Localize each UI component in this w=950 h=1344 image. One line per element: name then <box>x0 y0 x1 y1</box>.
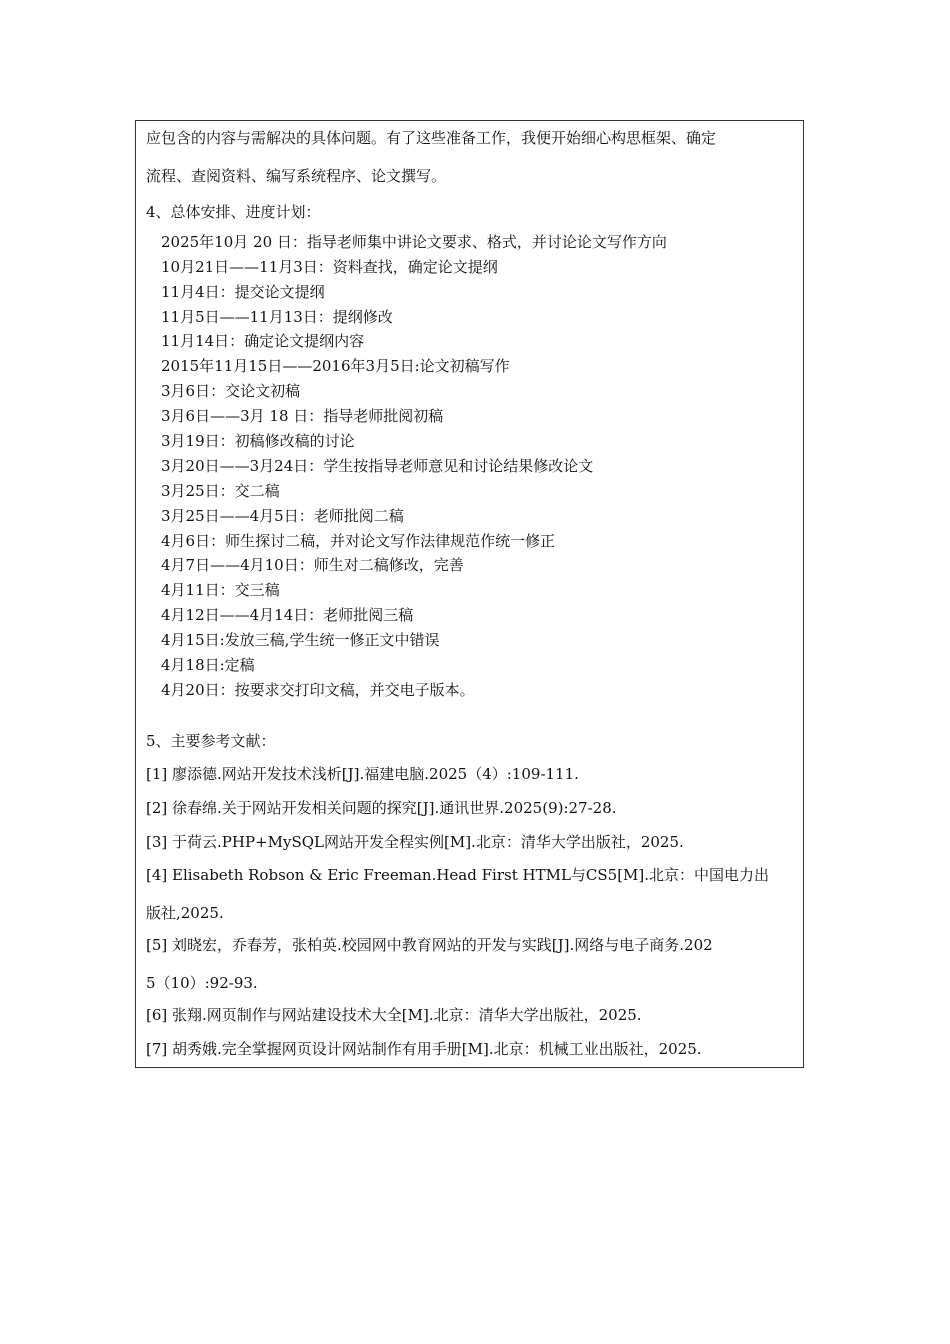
reference-line: [6] 张翔.网页制作与网站建设技术大全[M].北京：清华大学出版社，2025. <box>146 1006 642 1024</box>
reference-line: [3] 于荷云.PHP+MySQL网站开发全程实例[M].北京：清华大学出版社，2025. <box>146 833 684 851</box>
schedule-item: 2025年10月 20 日：指导老师集中讲论文要求、格式，并讨论论文写作方向 <box>161 233 667 251</box>
reference-line: 版社,2025. <box>146 904 224 922</box>
intro-line-1: 应包含的内容与需解决的具体问题。有了这些准备工作，我便开始细心构思框架、确定 <box>146 129 717 147</box>
schedule-item: 4月18日:定稿 <box>161 656 255 674</box>
intro-line-2: 流程、查阅资料、编写系统程序、论文撰写。 <box>146 167 447 185</box>
schedule-item: 4月7日——4月10日：师生对二稿修改，完善 <box>161 556 464 574</box>
reference-line: [2] 徐春绵.关于网站开发相关问题的探究[J].通讯世界.2025(9):27-28. <box>146 799 617 817</box>
schedule-item: 4月12日——4月14日：老师批阅三稿 <box>161 606 414 624</box>
schedule-item: 4月15日:发放三稿,学生统一修正文中错误 <box>161 631 440 649</box>
schedule-item: 3月19日：初稿修改稿的讨论 <box>161 432 355 450</box>
reference-line: 5（10）:92-93. <box>146 974 258 992</box>
reference-line: [4] Elisabeth Robson & Eric Freeman.Head First HTML与CS5[M].北京：中国电力出 <box>146 866 770 884</box>
schedule-item: 3月20日——3月24日：学生按指导老师意见和讨论结果修改论文 <box>161 457 594 475</box>
references-heading: 5、主要参考文献： <box>146 732 276 750</box>
schedule-item: 4月6日：师生探讨二稿，并对论文写作法律规范作统一修正 <box>161 532 556 550</box>
schedule-item: 4月11日：交三稿 <box>161 581 280 599</box>
proposal-table-cell <box>135 120 804 1068</box>
schedule-item: 11月4日：提交论文提纲 <box>161 283 325 301</box>
schedule-item: 11月14日：确定论文提纲内容 <box>161 332 365 350</box>
reference-line: [5] 刘晓宏，乔春芳，张柏英.校园网中教育网站的开发与实践[J].网络与电子商务.202 <box>146 936 713 954</box>
schedule-item: 3月25日——4月5日：老师批阅二稿 <box>161 507 404 525</box>
schedule-heading: 4、总体安排、进度计划： <box>146 203 321 221</box>
schedule-item: 4月20日：按要求交打印文稿，并交电子版本。 <box>161 681 475 699</box>
schedule-item: 2015年11月15日——2016年3月5日:论文初稿写作 <box>161 357 510 375</box>
schedule-item: 3月25日：交二稿 <box>161 482 280 500</box>
schedule-item: 10月21日——11月3日：资料查找，确定论文提纲 <box>161 258 498 276</box>
reference-line: [7] 胡秀娥.完全掌握网页设计网站制作有用手册[M].北京：机械工业出版社，2025. <box>146 1040 702 1058</box>
schedule-item: 3月6日——3月 18 日：指导老师批阅初稿 <box>161 407 444 425</box>
reference-line: [1] 廖添德.网站开发技术浅析[J].福建电脑.2025（4）:109-111. <box>146 765 579 783</box>
schedule-item: 11月5日——11月13日：提纲修改 <box>161 308 393 326</box>
schedule-item: 3月6日：交论文初稿 <box>161 382 301 400</box>
